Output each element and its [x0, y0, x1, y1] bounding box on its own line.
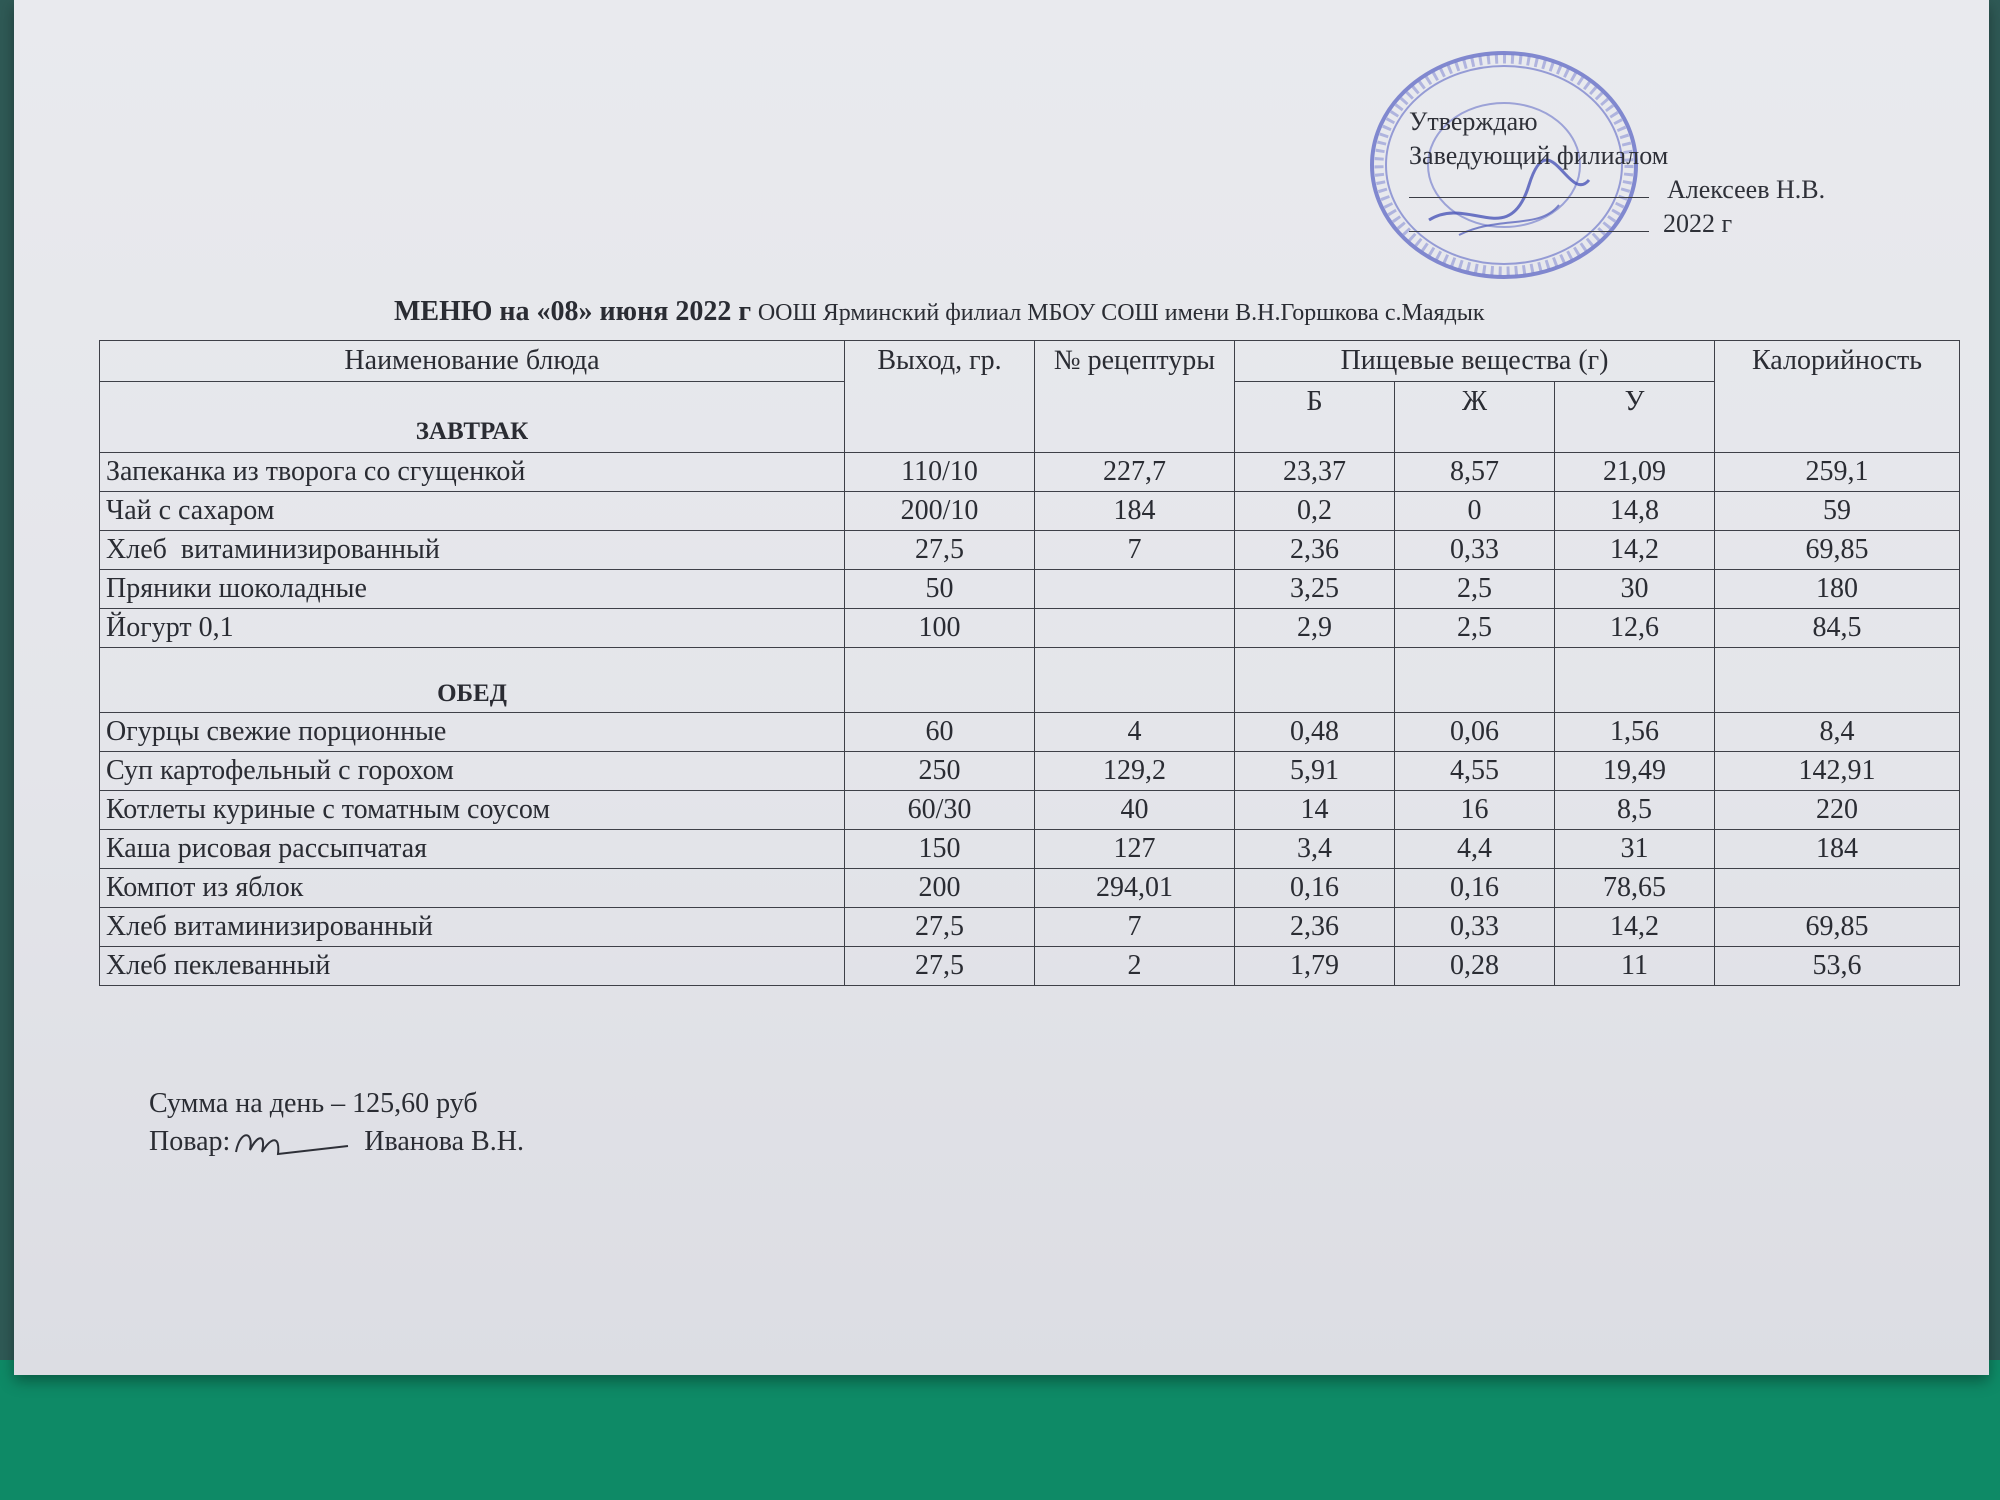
dish-protein: 3,25 — [1235, 570, 1395, 609]
dish-calories: 69,85 — [1715, 908, 1960, 947]
dish-recipe — [1035, 570, 1235, 609]
dish-name: Запеканка из творога со сгущенкой — [100, 453, 845, 492]
section-row-lunch — [100, 648, 1960, 713]
dish-fat: 0,33 — [1395, 908, 1555, 947]
dish-calories: 184 — [1715, 830, 1960, 869]
dish-name: Огурцы свежие порционные — [100, 713, 845, 752]
dish-yield: 50 — [845, 570, 1035, 609]
dish-carbs: 30 — [1555, 570, 1715, 609]
table-row — [100, 947, 1960, 986]
dish-protein: 3,4 — [1235, 830, 1395, 869]
approval-line-1: Утверждаю — [1409, 107, 1538, 136]
green-board-background — [0, 1360, 2000, 1500]
dish-carbs: 14,2 — [1555, 908, 1715, 947]
dish-yield: 27,5 — [845, 908, 1035, 947]
dish-recipe: 4 — [1035, 713, 1235, 752]
dish-protein: 1,79 — [1235, 947, 1395, 986]
approval-block — [1409, 105, 1969, 241]
dish-calories: 69,85 — [1715, 531, 1960, 570]
dish-carbs: 8,5 — [1555, 791, 1715, 830]
dish-name: Хлеб витаминизированный — [100, 908, 845, 947]
empty-cell — [1395, 648, 1555, 713]
dish-name: Хлеб витаминизированный — [100, 531, 845, 570]
dish-yield: 110/10 — [845, 453, 1035, 492]
dish-carbs: 78,65 — [1555, 869, 1715, 908]
dish-carbs: 1,56 — [1555, 713, 1715, 752]
dish-name: Компот из яблок — [100, 869, 845, 908]
dish-protein: 2,9 — [1235, 609, 1395, 648]
table-row — [100, 570, 1960, 609]
dish-calories: 84,5 — [1715, 609, 1960, 648]
date-blank — [1409, 231, 1649, 232]
dish-name: Хлеб пеклеванный — [100, 947, 845, 986]
dish-carbs: 14,8 — [1555, 492, 1715, 531]
dish-recipe: 2 — [1035, 947, 1235, 986]
menu-table — [99, 340, 1960, 986]
table-row — [100, 713, 1960, 752]
header-calories: Калорийность — [1715, 341, 1960, 453]
empty-cell — [1555, 648, 1715, 713]
approval-year: 2022 г — [1663, 209, 1733, 238]
section-lunch: ОБЕД — [100, 648, 845, 713]
dish-protein: 2,36 — [1235, 908, 1395, 947]
header-carbs: У — [1555, 382, 1715, 453]
dish-protein: 14 — [1235, 791, 1395, 830]
header-yield: Выход, гр. — [845, 341, 1035, 453]
dish-recipe: 7 — [1035, 531, 1235, 570]
table-row — [100, 869, 1960, 908]
dish-recipe: 7 — [1035, 908, 1235, 947]
dish-yield: 150 — [845, 830, 1035, 869]
header-row-1 — [100, 341, 1960, 382]
empty-cell — [1235, 648, 1395, 713]
dish-calories: 259,1 — [1715, 453, 1960, 492]
menu-document — [14, 0, 1989, 1375]
dish-name: Чай с сахаром — [100, 492, 845, 531]
approval-name-line — [1409, 173, 1969, 207]
dish-fat: 2,5 — [1395, 609, 1555, 648]
dish-yield: 60/30 — [845, 791, 1035, 830]
approval-line-2: Заведующий филиалом — [1409, 141, 1669, 170]
dish-recipe: 227,7 — [1035, 453, 1235, 492]
dish-name: Пряники шоколадные — [100, 570, 845, 609]
table-row — [100, 752, 1960, 791]
header-protein: Б — [1235, 382, 1395, 453]
dish-recipe: 294,01 — [1035, 869, 1235, 908]
dish-carbs: 21,09 — [1555, 453, 1715, 492]
table-row — [100, 531, 1960, 570]
dish-name: Суп картофельный с горохом — [100, 752, 845, 791]
header-fat: Ж — [1395, 382, 1555, 453]
dish-fat: 0,28 — [1395, 947, 1555, 986]
dish-yield: 200/10 — [845, 492, 1035, 531]
dish-fat: 0,16 — [1395, 869, 1555, 908]
menu-date-title: МЕНЮ на «08» июня 2022 г — [394, 296, 752, 327]
daily-sum: Сумма на день – 125,60 руб — [149, 1088, 478, 1119]
cook-line — [149, 1123, 524, 1161]
dish-recipe: 129,2 — [1035, 752, 1235, 791]
dish-recipe: 40 — [1035, 791, 1235, 830]
header-dish-name: Наименование блюда — [100, 341, 845, 382]
dish-yield: 100 — [845, 609, 1035, 648]
table-row — [100, 908, 1960, 947]
dish-protein: 23,37 — [1235, 453, 1395, 492]
table-row — [100, 609, 1960, 648]
dish-carbs: 11 — [1555, 947, 1715, 986]
header-recipe: № рецептуры — [1035, 341, 1235, 453]
header-nutrients: Пищевые вещества (г) — [1235, 341, 1715, 382]
dish-carbs: 19,49 — [1555, 752, 1715, 791]
dish-fat: 0,06 — [1395, 713, 1555, 752]
dish-fat: 4,55 — [1395, 752, 1555, 791]
empty-cell — [1715, 648, 1960, 713]
section-breakfast: ЗАВТРАК — [100, 382, 845, 453]
dish-recipe: 184 — [1035, 492, 1235, 531]
dish-fat: 0 — [1395, 492, 1555, 531]
signature-blank — [1409, 197, 1649, 198]
dish-calories — [1715, 869, 1960, 908]
table-row — [100, 830, 1960, 869]
dish-protein: 0,2 — [1235, 492, 1395, 531]
dish-fat: 0,33 — [1395, 531, 1555, 570]
dish-yield: 60 — [845, 713, 1035, 752]
dish-fat: 2,5 — [1395, 570, 1555, 609]
dish-protein: 5,91 — [1235, 752, 1395, 791]
dish-calories: 142,91 — [1715, 752, 1960, 791]
dish-name: Котлеты куриные с томатным соусом — [100, 791, 845, 830]
organization-name: ООШ Ярминский филиал МБОУ СОШ имени В.Н.Горшкова с.Маядык — [757, 300, 1485, 326]
dish-protein: 0,16 — [1235, 869, 1395, 908]
approver-name: Алексеев Н.В. — [1667, 175, 1826, 204]
page-title — [394, 296, 1794, 328]
cook-name: Иванова В.Н. — [364, 1126, 524, 1157]
dish-recipe: 127 — [1035, 830, 1235, 869]
empty-cell — [1035, 648, 1235, 713]
dish-name: Каша рисовая рассыпчатая — [100, 830, 845, 869]
dish-yield: 27,5 — [845, 947, 1035, 986]
empty-cell — [845, 648, 1035, 713]
dish-calories: 59 — [1715, 492, 1960, 531]
dish-fat: 16 — [1395, 791, 1555, 830]
dish-calories: 8,4 — [1715, 713, 1960, 752]
approval-date-line — [1409, 207, 1969, 241]
dish-yield: 200 — [845, 869, 1035, 908]
cook-label: Повар: — [149, 1126, 231, 1157]
dish-carbs: 31 — [1555, 830, 1715, 869]
dish-calories: 180 — [1715, 570, 1960, 609]
table-row — [100, 492, 1960, 531]
dish-protein: 2,36 — [1235, 531, 1395, 570]
dish-yield: 250 — [845, 752, 1035, 791]
dish-carbs: 14,2 — [1555, 531, 1715, 570]
footer-block — [149, 1085, 524, 1161]
dish-name: Йогурт 0,1 — [100, 609, 845, 648]
dish-fat: 4,4 — [1395, 830, 1555, 869]
cook-signature — [232, 1124, 352, 1160]
dish-fat: 8,57 — [1395, 453, 1555, 492]
table-row — [100, 453, 1960, 492]
dish-carbs: 12,6 — [1555, 609, 1715, 648]
dish-yield: 27,5 — [845, 531, 1035, 570]
dish-recipe — [1035, 609, 1235, 648]
dish-calories: 53,6 — [1715, 947, 1960, 986]
dish-calories: 220 — [1715, 791, 1960, 830]
table-row — [100, 791, 1960, 830]
dish-protein: 0,48 — [1235, 713, 1395, 752]
